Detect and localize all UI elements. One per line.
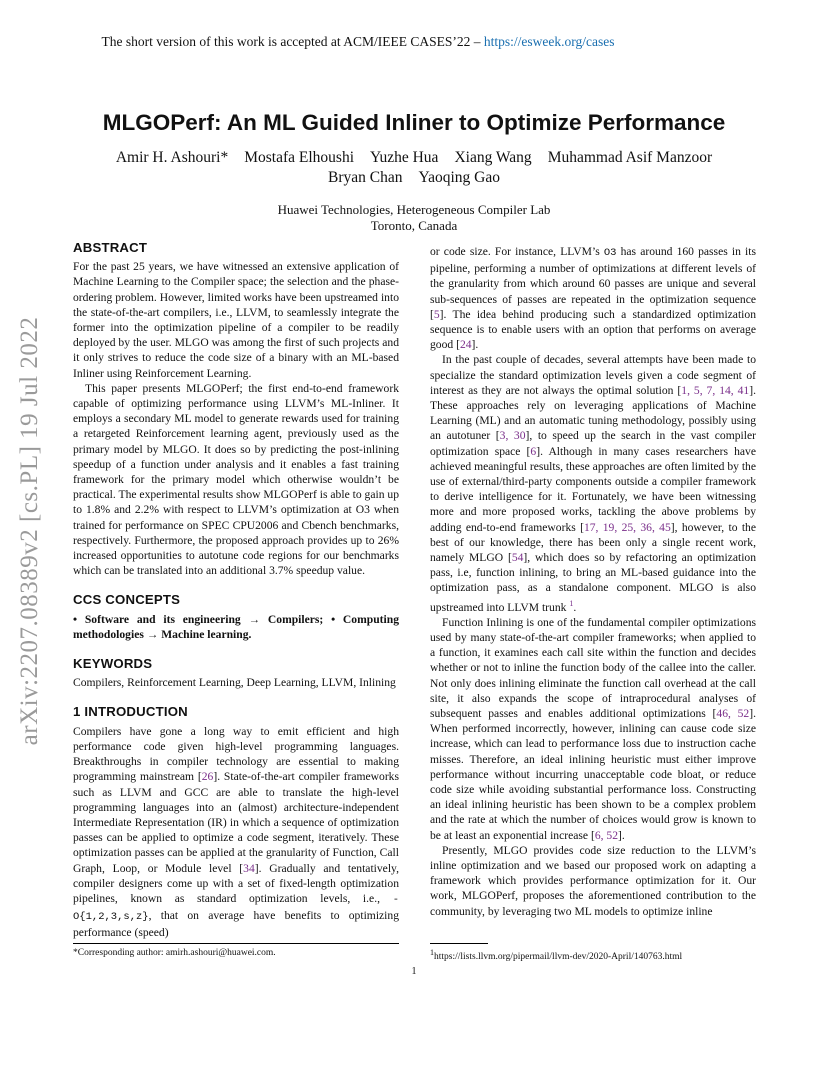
right-column [430,244,756,919]
right-paragraph-3: Function Inlining is one of the fundamental compiler optimizations used by many state-of-the-art compiler frameworks; when applied to a function, it examines each call site within the function and decides whether or not to inline the function body of the callee into the caller. Not only does inlining eliminate the function call overhead at the call site, it also expands the scope of intraprocedural analyses of subsequent passes and enables additional optimizations [46, 52]. When performed incorrectly, however, inlining can cause code size increase, which can lead to performance loss due to instruction cache misses. Therefore, an ideal inlining heuristic must either improve performance without incurring unacceptable code bloat, or reduce code size while avoiding substantial performance loss. Constructing an ideal inlining heuristic has been shown to be a complex problem and the rate at which the number of choices would grow is known to be at least an exponential increase [6, 52]. [430,615,756,842]
inline-code: -O{1,2,3,s,z} [73,893,399,924]
introduction-paragraph-1: Compilers have gone a long way to emit efficient and high performance code given high-level programming languages. Breakthroughs in compiler technology are essential to making programming mainstream [26]. State-of-the-art compiler frameworks such as LLVM and GCC are able to translate the high-level programming languages into an (almost) architecture-independent Intermediate Representation (IR) in which a sequence of optimization passes can be applied to optimize a code segment, iteratively. These optimization passes can be applied at the granularity of Function, Call Graph, Loop, or Module level [34]. Gradually and tentatively, compiler designers come up with a set of fixed-length optimization pipelines, known as standard optimization levels, i.e., -O{1,2,3,s,z}, that on average have benefits to optimizing performance (speed) [73,724,399,940]
right-paragraph-2: In the past couple of decades, several attempts have been made to specialize the standard optimization levels given a code segment of interest as they are not always the optimal solution [1, 5, 7, 14, 41]. These approaches rely on leveraging applications of Machine Learning (ML) and an automatic tuning methodology, possibly using an autotuner [3, 30], to speed up the search in the vast compiler optimization space [6]. Although in many cases researchers have achieved meaningful results, these approaches are often limited by the use of external/third-party components outside a compiler framework to derive intelligence for it. Fortunately, we have been witnessing more and more proposed works, tackling the above problems by adding end-to-end frameworks [17, 19, 25, 36, 45], however, to the best of our knowledge, there has been only a single recent work, namely MLGO [54], which does so by refactoring an optimization pass, i.e, function inlining, to bring an ML-based guidance into the optimization pass, as a standalone component. MLGO is also upstreamed into LLVM trunk $^1$. [430,353,757,614]
inline-code: O3 [603,247,617,259]
citation-link[interactable]: 6, 52 [594,828,618,842]
author-name: Bryan Chan [327,169,403,186]
citation-link[interactable]: 24 [459,338,472,352]
conference-link[interactable]: https://esweek.org/cases [483,34,615,49]
citation-link[interactable]: 46, 52 [716,706,750,720]
ccs-heading: CCS CONCEPTS [73,592,181,608]
introduction-heading: 1 INTRODUCTION [73,704,188,720]
author-name: Mostafa Elhoushi [244,149,354,166]
footnote-divider [73,943,399,944]
url-footnote: $^1$https://lists.llvm.org/pipermail/llvm-dev/2020-April/140763.html [430,948,683,963]
authors-row-1 [60,148,768,168]
footnote-divider [430,943,488,944]
abstract-paragraph-2: This paper presents MLGOPerf; the first end-to-end framework capable of optimizing performance using LLVM’s ML-Inliner. It employs a secondary ML model to generate rewards used for training a retargeted Reinforcement learning agent, previously used as the primary model by MLGO. It does so by predicting the post-inlining speedup of a function under analysis and it enables a fast training framework for the primary model which otherwise wouldn’t be practical. The experimental results show MLGOPerf is able to gain up to 1.8% and 2.2% with respect to LLVM’s optimization at O3 when trained for performance on SPEC CPU2006 and Cbench benchmarks, respectively. Furthermore, the proposed approach provides up to 26% increased opportunities to autotune code regions for our benchmarks which can be translated into an additional 3.7% speedup value. [73,381,399,578]
paper-title: MLGOPerf: An ML Guided Inliner to Optimize Performance [102,110,726,135]
ccs-text: • Software and its engineering → Compilers; • Computing methodologies → Machine learning. [73,612,399,641]
acceptance-notice: The short version of this work is accepted at ACM/IEEE CASES’22 – https://esweek.org/cases [101,34,615,49]
author-name: Xiang Wang [454,149,532,166]
right-paragraph-4: Presently, MLGO provides code size reduction to the LLVM’s inline optimization and we based our proposed work on adapting a framework which provides performance optimization for it. Our work, MLGOPerf, proposes the aforementioned contribution to the community, by leveraging two ML models to optimize inline [430,843,756,918]
citation-link[interactable]: 54 [511,551,524,565]
footnote-url-link[interactable]: https://lists.llvm.org/pipermail/llvm-dev/2020-April/140763.html [434,952,683,963]
abstract-paragraph-1: For the past 25 years, we have witnessed an extensive application of Machine Learning to the Compiler space; the selection and the phase-ordering problem. However, limited works have been upstreamed into the state-of-the-art compilers, i.e., LLVM, to seamlessly integrate the former into the optimization pipeline of a compiler to be readily deployed by the user. MLGO was among the first of such projects and it only strives to reduce the code size of a binary with an ML-based Inliner using Reinforcement Learning. [73,260,399,380]
author-name: Yaoqing Gao [418,169,500,186]
corresponding-author-footnote: *Corresponding author: amirh.ashouri@huawei.com. [73,948,276,958]
arxiv-stamp: arXiv:2207.08389v2 [cs.PL] 19 Jul 2022 [16,316,43,746]
citation-link[interactable]: 26 [201,770,214,784]
abstract-heading: ABSTRACT [73,240,148,255]
keywords-text: Compilers, Reinforcement Learning, Deep Learning, LLVM, Inlining [73,676,396,690]
author-name: Yuzhe Hua [370,149,439,166]
authors-row-2 [60,168,768,188]
keywords-heading: KEYWORDS [73,656,153,672]
citation-link[interactable]: 6 [530,444,537,458]
author-list [60,148,768,188]
footnote-marker[interactable]: 1 [569,598,574,608]
citation-link[interactable]: 17, 19, 25, 36, 45 [583,520,671,534]
author-name: Muhammad Asif Manzoor [547,149,713,166]
right-paragraph-1: or code size. For instance, LLVM’s O3 has around 160 passes in its pipeline, performing a number of optimizations at different levels of the granularity from which around 60 passes are unique and several sub-sequences of passes are repeated in the optimization sequence [5]. The idea behind producing such a standardized optimization sequence is to enable users with an option that performs on average good [24]. [430,245,756,352]
affiliation: Huawei Technologies, Heterogeneous Compiler Lab Toronto, Canada [277,202,551,233]
citation-link[interactable]: 34 [243,861,255,875]
page-number: 1 [411,966,417,977]
author-name: Amir H. Ashouri* [115,149,229,166]
left-column [73,240,399,941]
citation-link[interactable]: 3, 30 [499,429,526,443]
citation-link[interactable]: 1, 5, 7, 14, 41 [681,383,750,397]
citation-link[interactable]: 5 [433,307,440,321]
